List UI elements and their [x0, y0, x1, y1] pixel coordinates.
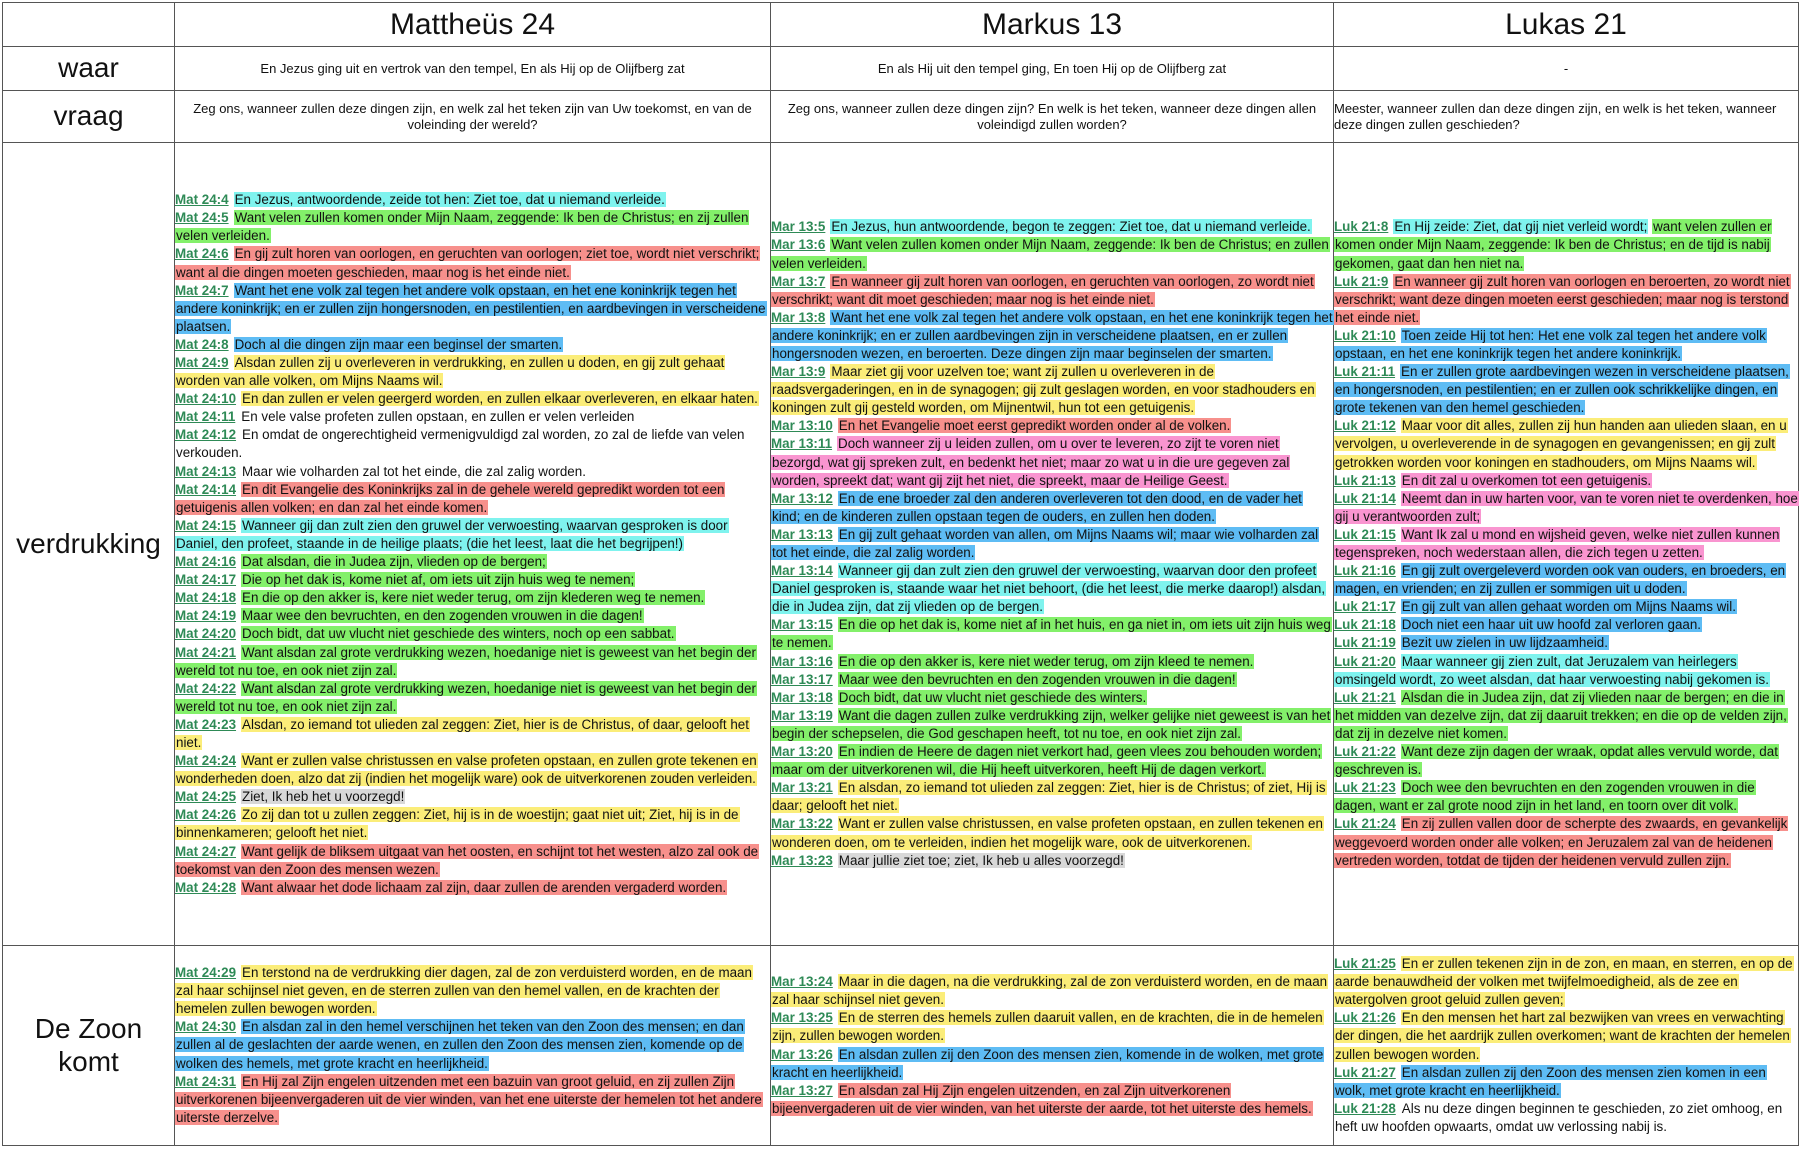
verse-entry — [771, 852, 1333, 870]
verse-entry — [771, 562, 1333, 616]
verse-entry — [175, 1018, 770, 1072]
corner-cell — [3, 3, 175, 47]
verse-reference-link[interactable]: Mat 24:31 — [175, 1073, 237, 1089]
verse-entry — [1334, 363, 1798, 417]
verse-reference-link[interactable]: Mat 24:8 — [175, 336, 229, 352]
verse-entry — [771, 707, 1333, 743]
verse-text: En die op het dak is, kome niet af in het huis, en ga niet in, om iets uit zijn huis weg te nemen. — [772, 617, 1331, 651]
verse-entry — [771, 973, 1333, 1009]
verse-reference-link[interactable]: Mat 24:18 — [175, 590, 237, 606]
verse-text: Maar wie volharden zal tot het einde, die zal zalig worden. — [242, 463, 586, 479]
verse-entry — [175, 408, 770, 426]
verse-entry — [175, 426, 770, 462]
verse-reference-link[interactable]: Mat 24:7 — [175, 282, 229, 298]
verse-text: Maar wanneer gij zien zult, dat Jeruzalem van heirlegers omsingeld wordt, zo weet alsdan, dat haar verwoesting nabij gekomen is. — [1335, 653, 1769, 687]
verse-entry — [771, 1009, 1333, 1045]
verse-text: Wanneer gij dan zult zien den gruwel der verwoesting, waarvan door den profeet Daniel gesproken is, staande waar het niet behoort, (die het leest, die merke daarop!) alsdan, die in Judea zijn, dat zij vlieden op de bergen. — [772, 563, 1326, 615]
verse-entry — [771, 490, 1333, 526]
verse-entry — [1334, 955, 1798, 1009]
row-label-verdrukking: verdrukking — [3, 143, 175, 946]
verse-entry — [771, 616, 1333, 652]
verdrukking-mattheus — [175, 143, 771, 946]
verse-entry — [1334, 689, 1798, 743]
verse-entry — [1334, 562, 1798, 598]
verse-entry — [175, 517, 770, 553]
verse-reference-link[interactable]: Mat 24:28 — [175, 879, 237, 895]
verse-entry — [175, 336, 770, 354]
verse-entry — [771, 218, 1333, 236]
verse-text: Want Ik zal u mond en wijsheid geven, welke niet zullen kunnen tegenspreken, noch wederstaan allen, die zich tegen u zetten. — [1335, 526, 1780, 560]
verse-text: Doch wee den bevruchten en den zogenden vrouwen in die dagen, want er zal grote nood zijn in het land, en toorn over dit volk. — [1335, 780, 1755, 814]
verse-text: Maar in die dagen, na die verdrukking, zal de zon verduisterd worden, en de maan zal haar schijnsel niet geven. — [772, 974, 1328, 1008]
verse-reference-link[interactable]: Mar 13:10 — [771, 418, 833, 434]
verse-reference-link[interactable]: Luk 21:16 — [1334, 563, 1396, 579]
verse-reference-link[interactable]: Luk 21:9 — [1334, 273, 1389, 289]
waar-mattheus: En Jezus ging uit en vertrok van den tempel, En als Hij op de Olijfberg zat — [175, 47, 771, 91]
verse-reference-link[interactable]: Mat 24:12 — [175, 427, 237, 443]
verse-reference-link[interactable]: Luk 21:15 — [1334, 526, 1396, 542]
row-waar — [3, 47, 1799, 91]
verse-text: Want velen zullen komen onder Mijn Naam, zeggende: Ik ben de Christus; en zullen velen verleiden. — [772, 237, 1329, 271]
verse-entry — [175, 964, 770, 1018]
verse-reference-link[interactable]: Mar 13:15 — [771, 617, 833, 633]
verse-text: Die op het dak is, kome niet af, om iets uit zijn huis weg te nemen; — [242, 572, 635, 588]
verse-reference-link[interactable]: Luk 21:27 — [1334, 1064, 1396, 1080]
verse-entry — [1334, 634, 1798, 652]
row-label-zoon-komt: De Zoon komt — [3, 946, 175, 1146]
verse-entry — [1334, 273, 1798, 327]
verse-text: En gij zult horen van oorlogen, en geruchten van oorlogen; ziet toe, wordt niet verschrikt; want al die dingen moeten geschieden, maar nog is het einde niet. — [176, 246, 760, 280]
verse-reference-link[interactable]: Mar 13:24 — [771, 974, 833, 990]
verse-entry — [771, 779, 1333, 815]
verse-reference-link[interactable]: Luk 21:21 — [1334, 689, 1396, 705]
verse-text: En alsdan, zo iemand tot ulieden zal zeggen: Ziet, hier is de Christus; of ziet, Hij is daar; gelooft het niet. — [772, 780, 1326, 814]
vraag-lukas: Meester, wanneer zullen dan deze dingen zijn, en welk is het teken, wanneer deze dingen zullen geschieden? — [1334, 91, 1799, 143]
verse-text: En Jezus, antwoordende, zeide tot hen: Ziet toe, dat u niemand verleide. — [234, 192, 665, 208]
verse-text: En indien de Heere de dagen niet verkort had, geen vlees zou behouden worden; maar om der uitverkorenen wil, die Hij heeft uitverkoren, heeft Hij de dagen verkort. — [772, 744, 1322, 778]
verse-entry — [175, 680, 770, 716]
verse-entry — [175, 625, 770, 643]
verse-text: Want er zullen valse christussen en valse profeten opstaan, en zullen grote tekenen en wonderheden doen, alzo dat zij (indien het mogelijk ware) ook de uitverkorenen zouden verleiden. — [176, 753, 757, 787]
verse-text: Maar voor dit alles, zullen zij hun handen aan ulieden slaan, en u vervolgen, u overleverende in de synagogen en gevangenissen; en gij zult getrokken worden voor koningen en stadhouders, om Mijns Naams wil. — [1335, 418, 1787, 470]
verse-entry — [771, 236, 1333, 272]
verse-text: Want gelijk de bliksem uitgaat van het oosten, en schijnt tot het westen, alzo zal ook de toekomst van den Zoon des mensen wezen. — [176, 843, 759, 877]
verse-entry — [771, 309, 1333, 363]
verse-text: En gij zult overgeleverd worden ook van ouders, en broeders, en magen, en vrienden; en zij zullen er sommigen uit u doden. — [1335, 563, 1786, 597]
verse-text: Alsdan, zo iemand tot ulieden zal zeggen: Ziet, hier is de Christus, of daar, gelooft het niet. — [176, 716, 749, 750]
verse-reference-link[interactable]: Mat 24:5 — [175, 210, 229, 226]
verse-entry — [175, 716, 770, 752]
verse-text: En de sterren des hemels zullen daaruit vallen, en de krachten, die in de hemelen zijn, zullen bewogen worden. — [772, 1010, 1323, 1044]
verse-reference-link[interactable]: Mat 24:21 — [175, 644, 237, 660]
verse-entry — [175, 191, 770, 209]
waar-lukas: - — [1334, 47, 1799, 91]
verse-reference-link[interactable]: Mat 24:10 — [175, 391, 237, 407]
verse-reference-link[interactable]: Luk 21:11 — [1334, 364, 1396, 380]
verse-reference-link[interactable]: Luk 21:19 — [1334, 635, 1396, 651]
verse-text: Alsdan die in Judea zijn, dat zij vlieden naar de bergen; en die in het midden van dezelve zijn, dat zij daaruit trekken; en die op de velden zijn, dat zij in dezelve niet komen. — [1335, 689, 1787, 741]
column-header-lukas: Lukas 21 — [1334, 3, 1799, 47]
verse-entry — [175, 463, 770, 481]
verse-text: En alsdan zal Hij Zijn engelen uitzenden, en zal Zijn uitverkorenen bijeenvergaderen uit de vier winden, van het uiterste der aarde, tot het uiterste des hemels. — [772, 1082, 1312, 1116]
verse-entry — [771, 671, 1333, 689]
verse-text: Want er zullen valse christussen, en valse profeten opstaan, en zullen tekenen en wonderen doen, om te verleiden, indien het mogelijk ware, ook de uitverkorenen. — [772, 816, 1323, 850]
verse-text: Want velen zullen komen onder Mijn Naam, zeggende: Ik ben de Christus; en zij zullen velen verleiden. — [176, 210, 749, 244]
verse-reference-link[interactable]: Mat 24:26 — [175, 807, 237, 823]
verse-text: Want het ene volk zal tegen het andere volk opstaan, en het ene koninkrijk tegen het andere koninkrijk; en er zullen zijn hongersnoden, en pestilentien, en aardbevingen in verscheidene plaatsen. — [176, 282, 766, 334]
verse-text: En dit zal u overkomen tot een getuigenis. — [1401, 472, 1652, 488]
verse-entry — [175, 644, 770, 680]
verse-reference-link[interactable]: Luk 21:23 — [1334, 780, 1396, 796]
verse-entry — [175, 879, 770, 897]
verse-reference-link[interactable]: Mat 24:20 — [175, 626, 237, 642]
verse-text: En Jezus, hun antwoordende, begon te zeggen: Ziet toe, dat u niemand verleide. — [831, 219, 1311, 235]
verse-entry — [1334, 1100, 1798, 1136]
verse-reference-link[interactable]: Mar 13:25 — [771, 1010, 833, 1026]
verse-text: Doch bidt, dat uw vlucht niet geschiede des winters, noch op een sabbat. — [242, 626, 675, 642]
verse-entry — [771, 1046, 1333, 1082]
verse-entry — [771, 653, 1333, 671]
verse-reference-link[interactable]: Mat 24:22 — [175, 680, 237, 696]
verse-reference-link[interactable]: Mat 24:16 — [175, 554, 237, 570]
verse-reference-link[interactable]: Mat 24:23 — [175, 716, 237, 732]
verse-entry — [175, 589, 770, 607]
verse-reference-link[interactable]: Mar 13:23 — [771, 852, 833, 868]
verse-text: En wanneer gij zult horen van oorlogen en beroerten, zo wordt niet verschrikt; want deze dingen moeten eerst geschieden; maar nog is terstond het einde niet. — [1335, 273, 1790, 325]
verse-text: Bezit uw zielen in uw lijdzaamheid. — [1401, 635, 1608, 651]
verse-text: En omdat de ongerechtigheid vermenigvuldigd zal worden, zo zal de liefde van velen verkouden. — [176, 427, 745, 461]
verse-reference-link[interactable]: Mar 13:6 — [771, 237, 826, 253]
verse-reference-link[interactable]: Mat 24:17 — [175, 572, 237, 588]
verse-entry — [771, 815, 1333, 851]
verse-text: Want die dagen zullen zulke verdrukking zijn, welker gelijke niet geweest is van het begin der schepselen, die God geschapen heeft, tot nu toe, en ook niet zijn zal. — [772, 707, 1331, 741]
verse-reference-link[interactable]: Mat 24:25 — [175, 789, 237, 805]
verse-reference-link[interactable]: Mat 24:27 — [175, 843, 237, 859]
verse-reference-link[interactable]: Mat 24:6 — [175, 246, 229, 262]
row-zoon-komt — [3, 946, 1799, 1146]
verse-entry — [1334, 616, 1798, 634]
verse-text: Maar jullie ziet toe; ziet, Ik heb u alles voorzegd! — [838, 852, 1124, 868]
verse-text: En dit Evangelie des Koninkrijks zal in de gehele wereld gepredikt worden tot een getuigenis allen volken; en dan zal het einde komen. — [176, 481, 725, 515]
verse-text: Want het ene volk zal tegen het andere volk opstaan, en het ene koninkrijk tegen het andere koninkrijk; en er zullen aardbevingen zijn in verscheidene plaatsen, en er zullen hongersnoden wezen, en beroerten. Deze dingen zijn maar beginselen der smarten. — [772, 309, 1333, 361]
verse-text: En alsdan zal in den hemel verschijnen het teken van den Zoon des mensen; en dan zullen al de geslachten der aarde wenen, en zullen den Zoon des mensen zien, komende op de wolken des hemels, met grote kracht en heerlijkheid. — [176, 1019, 744, 1071]
verse-text: Zo zij dan tot u zullen zeggen: Ziet, hij is in de woestijn; gaat niet uit; Ziet, hij is in de binnenkameren; gelooft het niet. — [176, 807, 739, 841]
verse-reference-link[interactable]: Luk 21:17 — [1334, 599, 1396, 615]
verse-text: Want alwaar het dode lichaam zal zijn, daar zullen de arenden vergaderd worden. — [242, 879, 727, 895]
verse-entry — [175, 752, 770, 788]
verse-reference-link[interactable]: Luk 21:18 — [1334, 617, 1396, 633]
row-vraag — [3, 91, 1799, 143]
verse-text: Doch al die dingen zijn maar een beginsel der smarten. — [234, 336, 563, 352]
verse-reference-link[interactable]: Mar 13:13 — [771, 526, 833, 542]
verse-reference-link[interactable]: Mar 13:18 — [771, 689, 833, 705]
verse-text: Dat alsdan, die in Judea zijn, vlieden op de bergen; — [242, 554, 546, 570]
verse-text: En er zullen tekenen zijn in de zon, en maan, en sterren, en op de aarde benauwdheid der volken met twijfelmoedigheid, als de zee en watergolven groot geluid zullen geven; — [1335, 956, 1793, 1008]
verse-text: En alsdan zullen zij den Zoon des mensen zien, komende in de wolken, met grote kracht en heerlijkheid. — [772, 1046, 1324, 1080]
verse-entry — [175, 788, 770, 806]
verse-entry — [175, 553, 770, 571]
verse-reference-link[interactable]: Luk 21:20 — [1334, 653, 1396, 669]
verse-text: Maar wee den bevruchten en den zogenden vrouwen in die dagen! — [838, 671, 1236, 687]
verse-reference-link[interactable]: Mar 13:5 — [771, 219, 826, 235]
verse-reference-link[interactable]: Mar 13:14 — [771, 563, 833, 579]
verse-reference-link[interactable]: Mar 13:21 — [771, 780, 833, 796]
vraag-markus: Zeg ons, wanneer zullen deze dingen zijn? En welk is het teken, wanneer deze dingen allen voleindigd zullen worden? — [771, 91, 1334, 143]
verse-entry — [771, 743, 1333, 779]
column-header-mattheus: Mattheüs 24 — [175, 3, 771, 47]
verse-reference-link[interactable]: Mar 13:12 — [771, 490, 833, 506]
verse-reference-link[interactable]: Mar 13:11 — [771, 436, 833, 452]
verse-reference-link[interactable]: Luk 21:8 — [1334, 219, 1389, 235]
verse-text: En wanneer gij zult horen van oorlogen, en geruchten van oorlogen, zo wordt niet verschrikt; want dit moet geschieden; maar nog is het einde niet. — [772, 273, 1314, 307]
verse-text: Want alsdan zal grote verdrukking wezen, hoedanige niet is geweest van het begin der wereld tot nu toe, en ook niet zijn zal. — [176, 680, 756, 714]
verse-text: Doch wanneer zij u leiden zullen, om u over te leveren, zo zijt te voren niet bezorgd, wat gij spreken zult, en bedenkt het niet; maar zo wat u in die ure gegeven zal worden, spreekt dat; want gij zijt het niet, die spreekt, maar de Heilige Geest. — [772, 436, 1290, 488]
verse-text: En alsdan zullen zij den Zoon des mensen zien komen in een wolk, met grote kracht en heerlijkheid. — [1335, 1064, 1766, 1098]
verse-entry — [771, 689, 1333, 707]
verse-text: En terstond na de verdrukking dier dagen, zal de zon verduisterd worden, en de maan zal haar schijnsel niet geven, en de sterren zullen van den hemel vallen, en de krachten der hemelen zullen bewogen worden. — [176, 965, 752, 1017]
header-row — [3, 3, 1799, 47]
verse-entry — [1334, 743, 1798, 779]
verse-reference-link[interactable]: Mat 24:4 — [175, 192, 229, 208]
verse-text: En zij zullen vallen door de scherpte des zwaards, en gevankelijk weggevoerd worden onder alle volken; en Jeruzalem zal van de heidenen vertreden worden, totdat de tijden der heidenen vervuld zullen zijn. — [1335, 816, 1788, 868]
row-label-vraag: vraag — [3, 91, 175, 143]
verse-reference-link[interactable]: Luk 21:24 — [1334, 816, 1396, 832]
verse-text: En Hij zal Zijn engelen uitzenden met een bazuin van groot geluid, en zij zullen Zijn uitverkorenen bijeenvergaderen uit de vier winden, van het ene uiterste der hemelen tot het andere uiterste derzelve. — [176, 1073, 762, 1125]
verse-entry — [1334, 815, 1798, 869]
verse-entry — [1334, 653, 1798, 689]
verse-reference-link[interactable]: Luk 21:22 — [1334, 744, 1396, 760]
verse-text: Maar wee den bevruchten, en den zogenden vrouwen in die dagen! — [242, 608, 643, 624]
verse-reference-link[interactable]: Mat 24:13 — [175, 463, 237, 479]
verse-reference-link[interactable]: Mar 13:8 — [771, 309, 826, 325]
verse-entry — [1334, 490, 1798, 526]
verse-reference-link[interactable]: Luk 21:14 — [1334, 490, 1396, 506]
verse-text: want velen zullen er komen onder Mijn Naam, zeggende: Ik ben de Christus; en de tijd is nabij gekomen, gaat dan hen niet na. — [1335, 219, 1772, 271]
verse-text: En die op den akker is, kere niet weder terug, om zijn klederen weg te nemen. — [242, 590, 705, 606]
verse-reference-link[interactable]: Mar 13:26 — [771, 1046, 833, 1062]
verse-entry — [771, 273, 1333, 309]
verse-reference-link[interactable]: Mat 24:30 — [175, 1019, 237, 1035]
verse-reference-link[interactable]: Mar 13:22 — [771, 816, 833, 832]
verse-entry — [1334, 779, 1798, 815]
verse-text: En Hij zeide: Ziet, dat gij niet verleid wordt; — [1394, 219, 1648, 235]
verse-reference-link[interactable]: Mat 24:29 — [175, 965, 237, 981]
verse-text: En het Evangelie moet eerst gepredikt worden onder al de volken. — [838, 418, 1231, 434]
verse-entry — [175, 607, 770, 625]
row-label-waar: waar — [3, 47, 175, 91]
verse-reference-link[interactable]: Mat 24:14 — [175, 481, 237, 497]
verse-entry — [771, 435, 1333, 489]
verse-reference-link[interactable]: Mat 24:24 — [175, 753, 237, 769]
verse-entry — [1334, 417, 1798, 471]
verse-reference-link[interactable]: Mar 13:16 — [771, 653, 833, 669]
verse-text: Want alsdan zal grote verdrukking wezen, hoedanige niet is geweest van het begin der wereld tot nu toe, en ook niet zijn zal. — [176, 644, 756, 678]
verse-reference-link[interactable]: Mat 24:19 — [175, 608, 237, 624]
zoon-markus — [771, 946, 1334, 1146]
verse-entry — [1334, 327, 1798, 363]
vraag-mattheus: Zeg ons, wanneer zullen deze dingen zijn, en welk zal het teken zijn van Uw toekomst, en van de voleinding der wereld? — [175, 91, 771, 143]
verse-entry — [175, 209, 770, 245]
verse-entry — [1334, 598, 1798, 616]
verse-entry — [1334, 218, 1798, 272]
verse-text: En er zullen grote aardbevingen wezen in verscheidene plaatsen, en hongersnoden, en pestilentien; en er zullen ook schrikkelijke dingen, en grote tekenen van den hemel geschieden. — [1335, 364, 1789, 416]
verse-text: Wanneer gij dan zult zien den gruwel der verwoesting, waarvan gesproken is door Daniel, den profeet, staande in de heilige plaats; (die het leest, laat die het begrijpen!) — [176, 517, 728, 551]
verse-reference-link[interactable]: Luk 21:10 — [1334, 327, 1396, 343]
verse-text: Ziet, Ik heb het u voorzegd! — [242, 789, 405, 805]
verse-text: Doch bidt, dat uw vlucht niet geschiede des winters. — [838, 689, 1147, 705]
verse-reference-link[interactable]: Luk 21:13 — [1334, 472, 1396, 488]
verse-entry — [771, 1082, 1333, 1118]
verse-entry — [175, 282, 770, 336]
verdrukking-lukas — [1334, 143, 1799, 946]
verse-entry — [175, 245, 770, 281]
verse-entry — [1334, 472, 1798, 490]
verse-text: En gij zult van allen gehaat worden om Mijns Naams wil. — [1401, 599, 1736, 615]
verse-entry — [1334, 526, 1798, 562]
verse-reference-link[interactable]: Luk 21:25 — [1334, 956, 1396, 972]
verse-text: Als nu deze dingen beginnen te geschieden, zo ziet omhoog, en heft uw hoofden opwaarts, omdat uw verlossing nabij is. — [1335, 1100, 1783, 1134]
verse-text: En die op den akker is, kere niet weder terug, om zijn kleed te nemen. — [838, 653, 1254, 669]
verdrukking-markus — [771, 143, 1334, 946]
verse-text: En de ene broeder zal den anderen overleveren tot den dood, en de vader het kind; en de kinderen zullen opstaan tegen de ouders, en zullen hen doden. — [772, 490, 1302, 524]
verse-reference-link[interactable]: Luk 21:12 — [1334, 418, 1396, 434]
verse-entry — [175, 390, 770, 408]
verse-text: Maar ziet gij voor uzelven toe; want zij zullen u overleveren in de raadsvergaderingen, en in de synagogen; gij zult geslagen worden, en voor stadhouders en koningen zult gij gesteld worden, om Mijnentwil, hun tot een getuigenis. — [772, 364, 1315, 416]
verse-text: Doch niet een haar uit uw hoofd zal verloren gaan. — [1401, 617, 1702, 633]
verse-text: En vele valse profeten zullen opstaan, en zullen er velen verleiden — [241, 409, 635, 425]
verse-text: Alsdan zullen zij u overleveren in verdrukking, en zullen u doden, en gij zult gehaat worden van alle volken, om Mijns Naams wil. — [176, 355, 725, 389]
verse-entry — [771, 417, 1333, 435]
verse-reference-link[interactable]: Luk 21:26 — [1334, 1010, 1396, 1026]
verse-reference-link[interactable]: Mat 24:9 — [175, 355, 229, 371]
waar-markus: En als Hij uit den tempel ging, En toen Hij op de Olijfberg zat — [771, 47, 1334, 91]
verse-reference-link[interactable]: Mar 13:20 — [771, 744, 833, 760]
verse-entry — [175, 571, 770, 589]
verse-entry — [1334, 1064, 1798, 1100]
verse-reference-link[interactable]: Mar 13:7 — [771, 273, 826, 289]
verse-reference-link[interactable]: Mar 13:9 — [771, 364, 826, 380]
verse-entry — [175, 1073, 770, 1127]
gospel-comparison-table — [2, 2, 1799, 1146]
verse-entry — [771, 363, 1333, 417]
zoon-mattheus — [175, 946, 771, 1146]
zoon-lukas — [1334, 946, 1799, 1146]
verse-entry — [175, 354, 770, 390]
verse-reference-link[interactable]: Mat 24:15 — [175, 517, 237, 533]
verse-entry — [175, 843, 770, 879]
verse-entry — [1334, 1009, 1798, 1063]
verse-entry — [771, 526, 1333, 562]
verse-reference-link[interactable]: Mar 13:27 — [771, 1082, 833, 1098]
verse-reference-link[interactable]: Luk 21:28 — [1334, 1100, 1396, 1116]
verse-text: Toen zeide Hij tot hen: Het ene volk zal tegen het andere volk opstaan, en het ene koninkrijk tegen het andere koninkrijk. — [1335, 327, 1766, 361]
verse-reference-link[interactable]: Mat 24:11 — [175, 409, 236, 425]
verse-entry — [175, 806, 770, 842]
column-header-markus: Markus 13 — [771, 3, 1334, 47]
verse-text: En den mensen het hart zal bezwijken van vrees en verwachting der dingen, die het aardrijk zullen overkomen; want de krachten der hemelen zullen bewogen worden. — [1335, 1010, 1790, 1062]
verse-reference-link[interactable]: Mar 13:19 — [771, 707, 833, 723]
verse-text: En dan zullen er velen geergerd worden, en zullen elkaar overleveren, en elkaar haten. — [242, 391, 758, 407]
row-verdrukking — [3, 143, 1799, 946]
verse-text: Want deze zijn dagen der wraak, opdat alles vervuld worde, dat geschreven is. — [1335, 744, 1778, 778]
verse-entry — [175, 481, 770, 517]
verse-text: En gij zult gehaat worden van allen, om Mijns Naams wil; maar wie volharden zal tot het einde, die zal zalig worden. — [772, 526, 1319, 560]
verse-reference-link[interactable]: Mar 13:17 — [771, 671, 833, 687]
verse-text: Neemt dan in uw harten voor, van te voren niet te overdenken, hoe gij u verantwoorden zult; — [1335, 490, 1798, 524]
